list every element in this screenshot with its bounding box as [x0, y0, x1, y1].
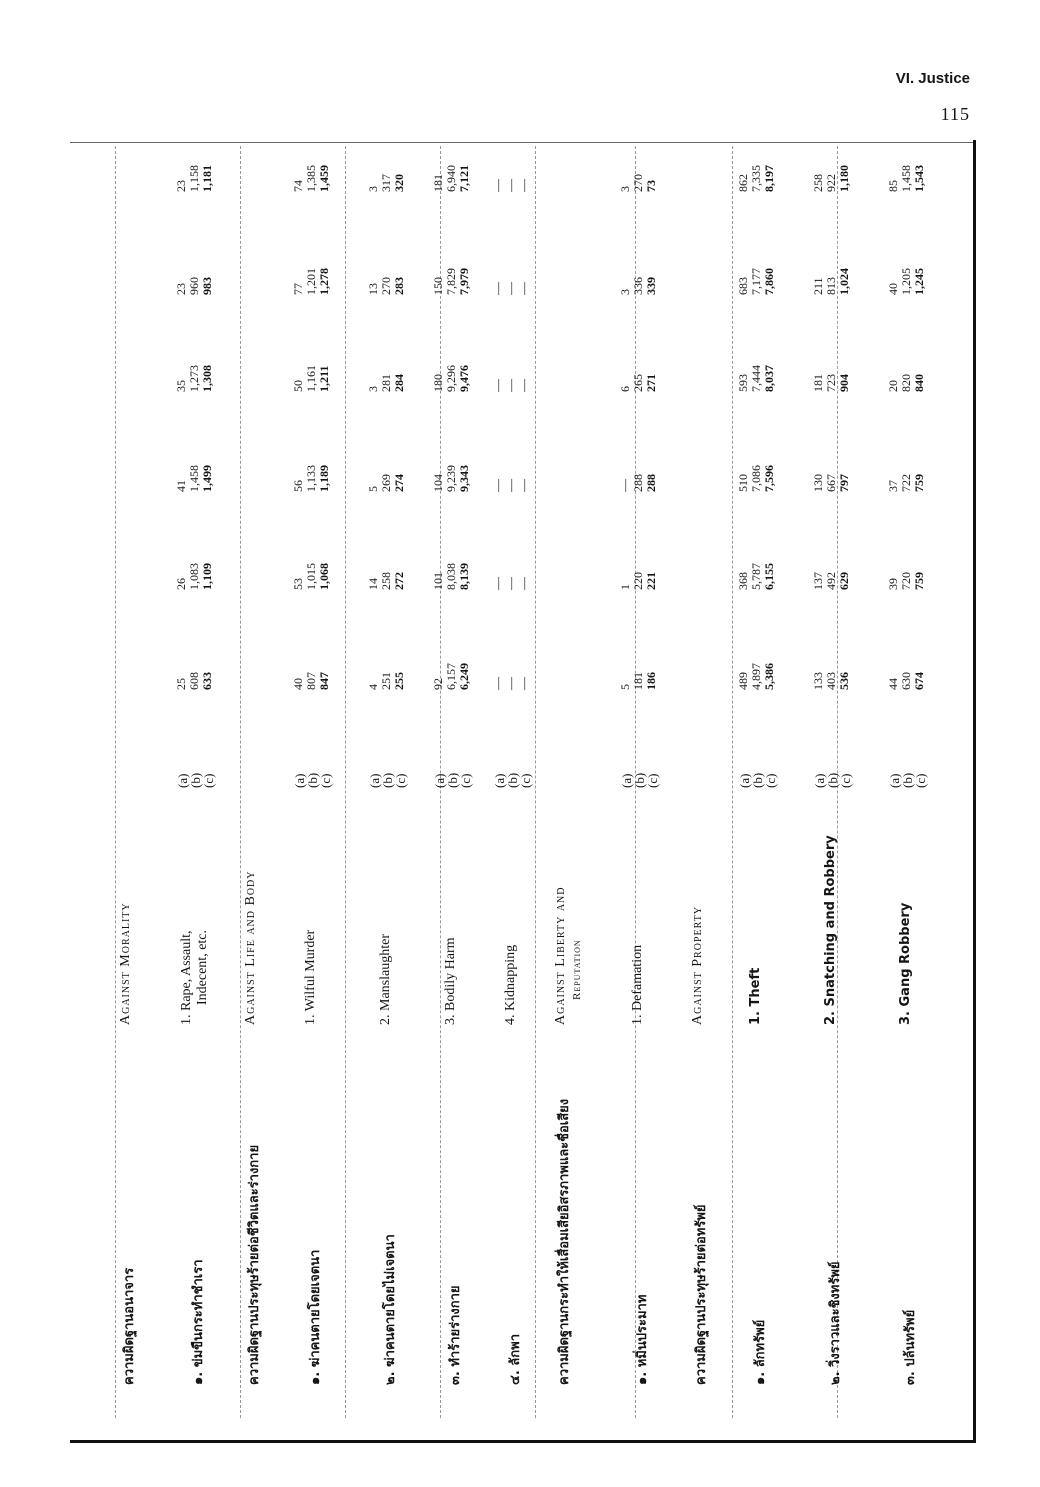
group-heading-english-cont: Reputation: [571, 939, 583, 1000]
table-cell: 593: [736, 374, 750, 392]
table-cell: 7,335: [749, 165, 763, 192]
table-cell: 6,940: [444, 165, 458, 192]
table-cell: 40: [886, 283, 900, 295]
table-cell: 288: [631, 474, 645, 492]
table-cell: —: [490, 179, 505, 192]
row-part-label: (b): [188, 772, 203, 788]
table-cell: 23: [174, 180, 188, 192]
row-label-thai: ๒. วิ่งราวและชิงทรัพย์: [828, 1261, 843, 1385]
table-cell: 221: [644, 572, 658, 590]
table-cell: 683: [736, 277, 750, 295]
table-cell: —: [503, 577, 518, 590]
table-cell: 186: [644, 672, 658, 690]
table-cell: 181: [431, 174, 445, 192]
row-part-label: (b): [505, 772, 520, 788]
table-cell: 7,979: [457, 268, 471, 295]
row-label-english: 2. Snatching and Robbery: [823, 835, 838, 1025]
table-cell: 181: [631, 672, 645, 690]
table-cell: 6,249: [457, 663, 471, 690]
table-cell: 847: [317, 672, 331, 690]
table-cell: 723: [824, 374, 838, 392]
group-heading-english: Against Liberty and: [553, 886, 568, 1025]
table-cell: 1: [618, 584, 632, 590]
table-cell: 137: [811, 572, 825, 590]
table-cell: —: [516, 577, 531, 590]
table-cell: 9,239: [444, 465, 458, 492]
table-cell: 20: [886, 380, 900, 392]
table-cell: 7,121: [457, 165, 471, 192]
table-cell: 35: [174, 380, 188, 392]
table-cell: 5,386: [762, 663, 776, 690]
table-cell: —: [503, 379, 518, 392]
table-cell: 274: [392, 474, 406, 492]
table-cell: 8,038: [444, 563, 458, 590]
table-cell: 271: [644, 374, 658, 392]
row-part-label: (b): [380, 772, 395, 788]
table-cell: 40: [291, 678, 305, 690]
group-heading-english: Against Property: [690, 905, 705, 1025]
row-part-label: (b): [632, 772, 647, 788]
table-cell: 8,037: [762, 365, 776, 392]
table-cell: 722: [899, 474, 913, 492]
table-cell: 3: [618, 186, 632, 192]
group-heading-thai: ความผิดฐานประทุษร้ายต่อชีวิตและร่างกาย: [247, 1144, 262, 1385]
table-cell: 4: [366, 684, 380, 690]
table-cell: 536: [837, 672, 851, 690]
table-cell: 820: [899, 374, 913, 392]
table-cell: 56: [291, 480, 305, 492]
row-label-thai: ๒. ฆ่าคนตายโดยไม่เจตนา: [383, 1234, 398, 1385]
table-cell: 3: [366, 386, 380, 392]
row-label-thai: ๑. ข่มขืนกระทำชำเรา: [191, 1259, 206, 1385]
table-cell: 1,181: [200, 165, 214, 192]
table-cell: 150: [431, 277, 445, 295]
row-label-thai: ๑. หมิ่นประมาท: [635, 1294, 650, 1385]
row-label-thai: ๓. ปล้นทรัพย์: [903, 1309, 918, 1385]
table-cell: —: [516, 179, 531, 192]
table-cell: 8,139: [457, 563, 471, 590]
table-cell: 7,177: [749, 268, 763, 295]
row-label-thai: ๑. ลักทรัพย์: [753, 1319, 768, 1385]
table-cell: 270: [379, 277, 393, 295]
row-label-english: 3. Bodily Harm: [443, 937, 458, 1025]
table-cell: 85: [886, 180, 900, 192]
table-cell: 1,189: [317, 465, 331, 492]
row-part-label: (c): [518, 773, 533, 788]
table-cell: 1,308: [200, 365, 214, 392]
table-cell: 489: [736, 672, 750, 690]
table-cell: 13: [366, 283, 380, 295]
table-cell: 813: [824, 277, 838, 295]
table-cell: 4,897: [749, 663, 763, 690]
table-cell: 1,245: [912, 268, 926, 295]
table-cell: 720: [899, 572, 913, 590]
table-cell: 1,205: [899, 268, 913, 295]
table-cell: 283: [392, 277, 406, 295]
table-cell: 1,109: [200, 563, 214, 590]
row-part-label: (b): [305, 772, 320, 788]
table-cell: —: [490, 577, 505, 590]
table-cell: 759: [912, 474, 926, 492]
table-cell: 7,860: [762, 268, 776, 295]
table-cell: 270: [631, 174, 645, 192]
table-cell: 23: [174, 283, 188, 295]
table-cell: 1,083: [187, 563, 201, 590]
group-heading-english: Against Morality: [118, 902, 133, 1025]
col-divider: [535, 146, 536, 1418]
table-cell: 840: [912, 374, 926, 392]
group-heading-english: Against Life and Body: [243, 870, 258, 1025]
table-cell: 133: [811, 672, 825, 690]
row-part-label: (b): [750, 772, 765, 788]
table-cell: 180: [431, 374, 445, 392]
table-cell: —: [490, 479, 505, 492]
table-cell: 130: [811, 474, 825, 492]
group-heading-thai: ความผิดฐานกระทำให้เสื่อมเสียอิสรภาพและชื่อเสียง: [557, 1098, 572, 1385]
table-cell: 25: [174, 678, 188, 690]
table-cell: 633: [200, 672, 214, 690]
table-cell: 1,180: [837, 165, 851, 192]
table-cell: 5,787: [749, 563, 763, 590]
table-cell: 8,197: [762, 165, 776, 192]
table-cell: 368: [736, 572, 750, 590]
table-cell: 1,068: [317, 563, 331, 590]
table-cell: 759: [912, 572, 926, 590]
table-cell: 1,201: [304, 268, 318, 295]
table-cell: 807: [304, 672, 318, 690]
table-cell: —: [516, 379, 531, 392]
table-cell: 1,211: [317, 365, 331, 392]
table-cell: 258: [379, 572, 393, 590]
row-label-english: 1. Defamation: [630, 944, 645, 1025]
row-label-thai: ๓. ทำร้ายร่างกาย: [448, 1285, 463, 1385]
section-header: VI. Justice: [895, 70, 970, 87]
table-cell: 1,015: [304, 563, 318, 590]
row-part-label: (a): [175, 773, 190, 788]
row-part-label: (b): [825, 772, 840, 788]
table-cell: 1,133: [304, 465, 318, 492]
table-cell: 39: [886, 578, 900, 590]
table-cell: 1,499: [200, 465, 214, 492]
row-part-label: (c): [645, 773, 660, 788]
row-label-thai: ๔. ลักพา: [508, 1333, 523, 1385]
table-cell: —: [503, 479, 518, 492]
table-cell: 101: [431, 572, 445, 590]
table-cell: 269: [379, 474, 393, 492]
table-cell: 7,086: [749, 465, 763, 492]
row-label-english-cont: Indecent, etc.: [195, 929, 210, 1005]
table-cell: 14: [366, 578, 380, 590]
table-cell: 3: [618, 289, 632, 295]
row-part-label: (c): [458, 773, 473, 788]
table-cell: 1,459: [317, 165, 331, 192]
row-label-english: 1. Theft: [748, 967, 763, 1025]
table-cell: 220: [631, 572, 645, 590]
table-cell: 922: [824, 174, 838, 192]
col-divider: [115, 146, 116, 1418]
table-cell: 37: [886, 480, 900, 492]
row-part-label: (c): [838, 773, 853, 788]
table-cell: 1,161: [304, 365, 318, 392]
row-part-label: (c): [393, 773, 408, 788]
table-cell: 92: [431, 678, 445, 690]
table-cell: 41: [174, 480, 188, 492]
row-part-label: (c): [913, 773, 928, 788]
table-cell: 181: [811, 374, 825, 392]
table-cell: 9,296: [444, 365, 458, 392]
table-cell: 862: [736, 174, 750, 192]
table-cell: 960: [187, 277, 201, 295]
table-cell: 74: [291, 180, 305, 192]
table-cell: 26: [174, 578, 188, 590]
table-cell: —: [503, 179, 518, 192]
row-label-english: 1. Wilful Murder: [303, 929, 318, 1025]
table-cell: 104: [431, 474, 445, 492]
table-cell: 1,543: [912, 165, 926, 192]
table-cell: 403: [824, 672, 838, 690]
row-part-label: (a): [432, 773, 447, 788]
row-part-label: (a): [887, 773, 902, 788]
table-cell: —: [516, 479, 531, 492]
table-cell: 983: [200, 277, 214, 295]
row-part-label: (a): [619, 773, 634, 788]
table-cell: 9,343: [457, 465, 471, 492]
table-cell: 272: [392, 572, 406, 590]
table-cell: 258: [811, 174, 825, 192]
table-cell: 255: [392, 672, 406, 690]
row-label-english: 2. Manslaughter: [378, 934, 393, 1025]
table-cell: —: [516, 282, 531, 295]
col-divider: [240, 146, 241, 1418]
table-cell: 608: [187, 672, 201, 690]
table-cell: 1,385: [304, 165, 318, 192]
table-cell: 53: [291, 578, 305, 590]
table-cell: 336: [631, 277, 645, 295]
table-cell: —: [490, 677, 505, 690]
table-cell: 904: [837, 374, 851, 392]
table-cell: 5: [366, 486, 380, 492]
table-cell: 510: [736, 474, 750, 492]
table-cell: 5: [618, 684, 632, 690]
table-cell: 1,024: [837, 268, 851, 295]
table-cell: —: [516, 677, 531, 690]
table-cell: 1,273: [187, 365, 201, 392]
table-cell: 288: [644, 474, 658, 492]
page-number: 115: [940, 104, 970, 124]
table-cell: 7,829: [444, 268, 458, 295]
table-cell: 7,444: [749, 365, 763, 392]
table-cell: 1,458: [187, 465, 201, 492]
row-part-label: (c): [763, 773, 778, 788]
row-part-label: (a): [292, 773, 307, 788]
table-cell: 6: [618, 386, 632, 392]
table-cell: —: [617, 479, 632, 492]
table-cell: 630: [899, 672, 913, 690]
row-part-label: (c): [201, 773, 216, 788]
table-cell: 6,157: [444, 663, 458, 690]
row-part-label: (a): [492, 773, 507, 788]
table-cell: 1,158: [187, 165, 201, 192]
row-part-label: (b): [445, 772, 460, 788]
group-heading-thai: ความผิดฐานประทุษร้ายต่อทรัพย์: [694, 1204, 709, 1385]
table-cell: 73: [644, 180, 658, 192]
table-cell: —: [490, 379, 505, 392]
table-cell: —: [503, 282, 518, 295]
row-part-label: (a): [367, 773, 382, 788]
table-cell: 492: [824, 572, 838, 590]
col-divider: [345, 146, 346, 1418]
table-cell: 265: [631, 374, 645, 392]
data-table-frame: [70, 140, 976, 1443]
table-cell: 797: [837, 474, 851, 492]
table-cell: —: [490, 282, 505, 295]
table-cell: 339: [644, 277, 658, 295]
table-cell: 251: [379, 672, 393, 690]
table-cell: 44: [886, 678, 900, 690]
table-cell: 281: [379, 374, 393, 392]
row-label-english: 4. Kidnapping: [503, 944, 518, 1025]
row-part-label: (a): [737, 773, 752, 788]
table-cell: 320: [392, 174, 406, 192]
table-cell: 629: [837, 572, 851, 590]
table-cell: 1,278: [317, 268, 331, 295]
row-label-english: 3. Gang Robbery: [898, 902, 913, 1025]
table-cell: 317: [379, 174, 393, 192]
table-cell: 9,476: [457, 365, 471, 392]
row-part-label: (a): [812, 773, 827, 788]
table-cell: 674: [912, 672, 926, 690]
table-cell: 211: [811, 277, 825, 295]
row-part-label: (c): [318, 773, 333, 788]
table-cell: 6,155: [762, 563, 776, 590]
table-cell: 50: [291, 380, 305, 392]
table-cell: 284: [392, 374, 406, 392]
table-cell: 1,458: [899, 165, 913, 192]
table-cell: 7,596: [762, 465, 776, 492]
table-cell: 77: [291, 283, 305, 295]
col-divider: [732, 146, 733, 1418]
table-cell: —: [503, 677, 518, 690]
table-cell: 3: [366, 186, 380, 192]
row-label-thai: ๑. ฆ่าคนตายโดยเจตนา: [308, 1249, 323, 1385]
row-label-english: 1. Rape, Assault,: [179, 930, 194, 1025]
row-part-label: (b): [900, 772, 915, 788]
table-cell: 667: [824, 474, 838, 492]
group-heading-thai: ความผิดฐานอนาจาร: [122, 1267, 137, 1385]
